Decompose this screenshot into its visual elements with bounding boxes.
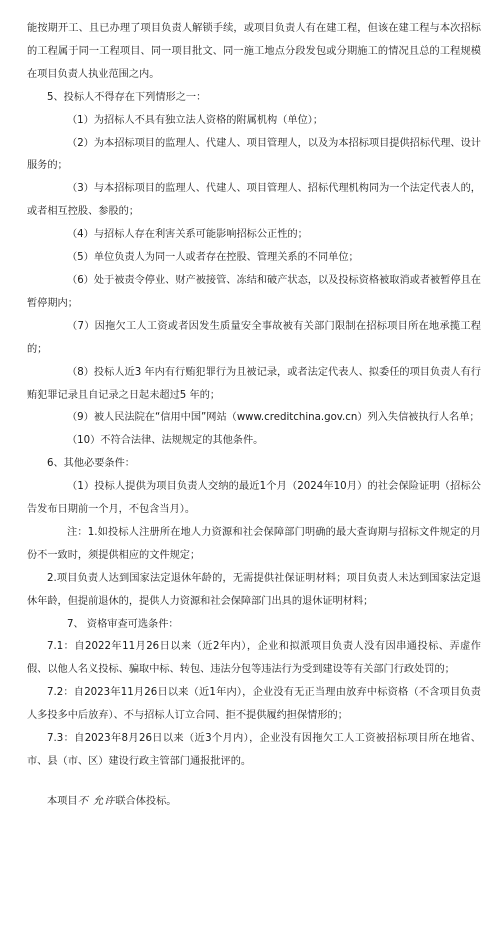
list-item-4: （4）与招标人存在利害关系可能影响招标公正性的； bbox=[67, 229, 308, 241]
optional-condition-7-2: 7.2：自2023年11月26日以来（近1年内），企业没有无正当理由放弃中标资格（不含项目负责人多投多中后放弃）、不与招标人订立合同、拒不提供履约担保情形的； bbox=[27, 687, 481, 722]
other-condition-1: （1）投标人提供为项目负责人交纳的最近1个月（2024年10月）的社会保险证明（招标公告发布日期前一个月，不包含当月）。 bbox=[27, 481, 481, 516]
list-item-10: （10）不符合法律、法规规定的其他条件。 bbox=[67, 435, 264, 447]
heading-prohibited-circumstances: 5、投标人不得存在下列情形之一： bbox=[47, 91, 207, 103]
list-item-1: （1）为招标人不具有独立法人资格的附属机构（单位）； bbox=[67, 114, 324, 126]
heading-other-conditions: 6、其他必要条件： bbox=[47, 458, 135, 470]
list-item-6: （6）处于被责令停业、财产被接管、冻结和破产状态，以及投标资格被取消或者被暂停且在暂停期内； bbox=[27, 274, 481, 309]
list-item-3: （3）与本招标项目的监理人、代建人、项目管理人、招标代理机构同为一个法定代表人的，或者相互控股、参股的； bbox=[27, 183, 481, 218]
heading-optional-qualifications: 7、 资格审查可选条件： bbox=[67, 618, 179, 630]
consortium-emphasis: 不 允许 bbox=[77, 795, 116, 807]
paragraph-project-manager-conditions: 能按期开工、且已办理了项目负责人解锁手续，或项目负责人有在建工程，但该在建工程与本次招标的工程属于同一工程项目、同一项目批文、同一施工地点分段发包或分期施工的情况且总的工程规模在项目负责人执业范围之内。 bbox=[27, 23, 481, 80]
optional-condition-7-3: 7.3：自2023年8月26日以来（近3个月内），企业没有因拖欠工人工资被招标项目所在地省、市、县（市、区）建设行政主管部门通报批评的。 bbox=[27, 733, 481, 767]
list-item-2: （2）为本招标项目的监理人、代建人、项目管理人，以及为本招标项目提供招标代理、设计服务的； bbox=[27, 137, 481, 172]
blank-spacer bbox=[27, 774, 481, 791]
consortium-prefix: 本项目 bbox=[47, 795, 78, 807]
consortium-suffix: 联合体投标。 bbox=[115, 795, 177, 807]
optional-condition-7-1: 7.1：自2022年11月26日以来（近2年内），企业和拟派项目负责人没有因串通投标、弄虚作假、以他人名义投标、骗取中标、转包、违法分包等违法行为受到建设等有关部门行政处罚的； bbox=[27, 641, 481, 676]
note-1: 注：1.如投标人注册所在地人力资源和社会保障部门明确的最大查询期与招标文件规定的月份不一致时，须提供相应的文件规定； bbox=[27, 526, 481, 561]
consortium-statement bbox=[27, 791, 481, 814]
list-item-5: （5）单位负责人为同一人或者存在控股、管理关系的不同单位； bbox=[67, 252, 359, 264]
note-2: 2.项目负责人达到国家法定退休年龄的，无需提供社保证明材料；项目负责人未达到国家法定退休年龄，但提前退休的，提供人力资源和社会保障部门出具的退休证明材料； bbox=[27, 572, 481, 607]
list-item-9: （9）被人民法院在“信用中国”网站（www.creditchina.gov.cn）列入失信被执行人名单； bbox=[67, 412, 480, 424]
list-item-7: （7）因拖欠工人工资或者因发生质量安全事故被有关部门限制在招标项目所在地承揽工程的； bbox=[27, 320, 481, 355]
list-item-8: （8）投标人近3 年内有行贿犯罪行为且被记录，或者法定代表人、拟委任的项目负责人有行贿犯罪记录且自记录之日起未超过5 年的； bbox=[27, 366, 481, 401]
